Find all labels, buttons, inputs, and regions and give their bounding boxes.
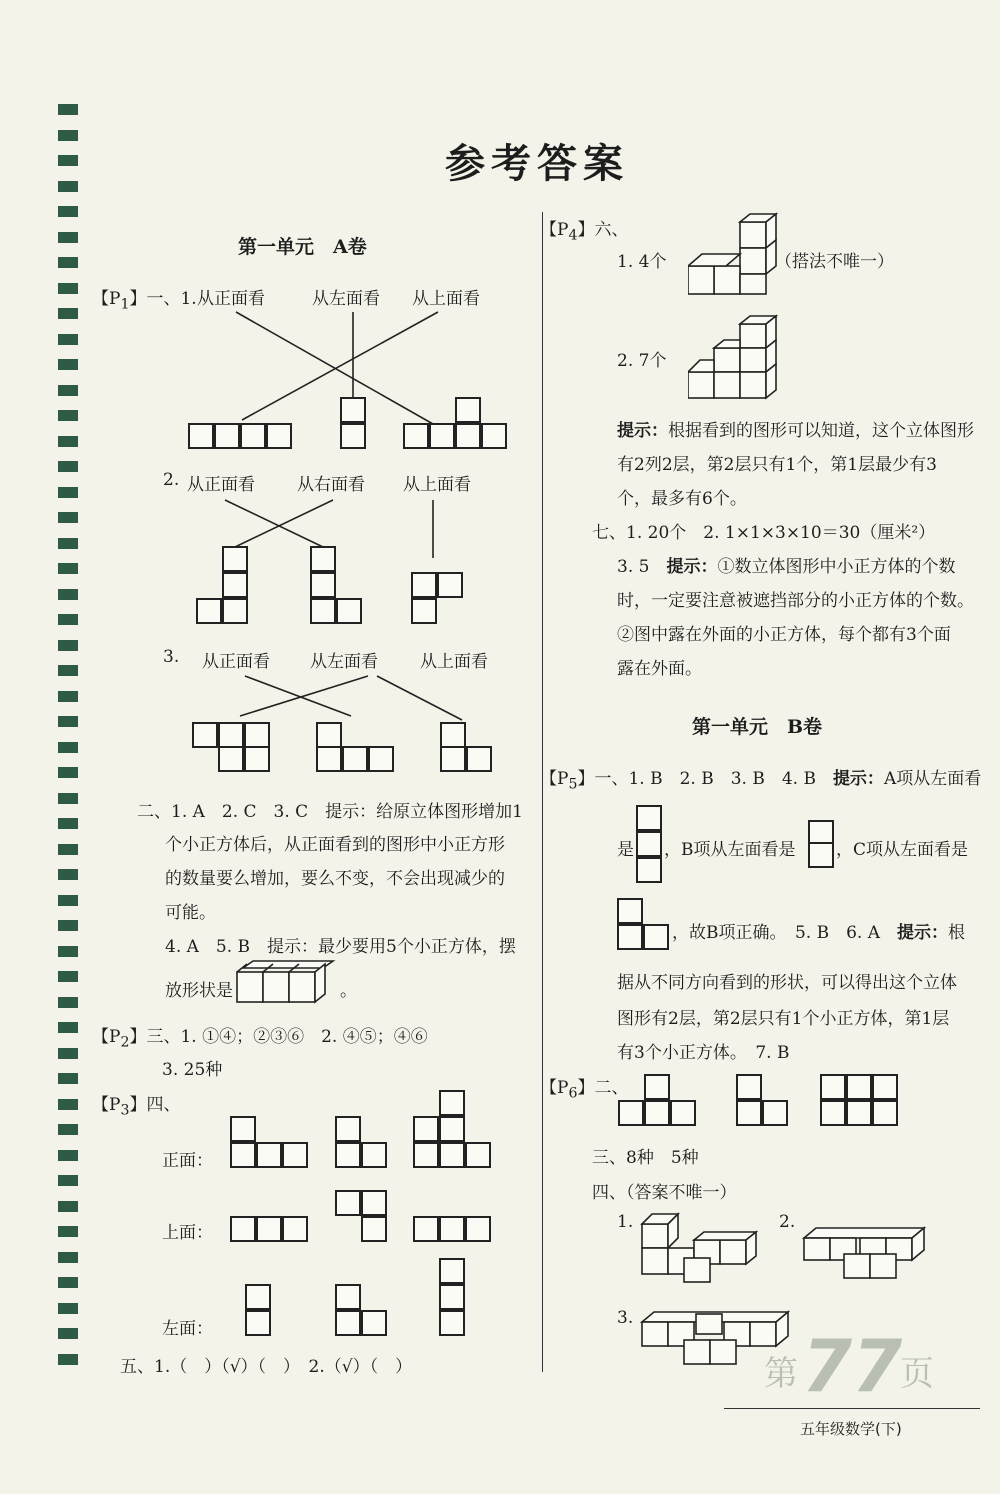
er-line-6b: 。 — [340, 981, 357, 1001]
er-line-4: 可能。 — [165, 903, 216, 923]
section-b-heading: 第一单元 B卷 — [692, 716, 823, 738]
footer-rule — [724, 1408, 980, 1409]
qi-line5: ②图中露在外面的小正方体，每个都有3个面 — [617, 625, 951, 645]
si-line: 四、（答案不唯一） — [592, 1183, 737, 1203]
b-line2c: ，C项从左面看是 — [836, 840, 969, 860]
si2-cube-figure — [800, 1218, 940, 1288]
b-line2b: ，B项从左面看是 — [664, 840, 796, 860]
grade-label: 五年级数学(下) — [800, 1420, 902, 1438]
q2-label: 2. — [163, 470, 180, 490]
p1-label: 【$P_1$】一、1. — [92, 289, 197, 313]
q1-view-front: 从正面看 — [197, 289, 265, 309]
si1-cube-figure — [638, 1206, 768, 1286]
q1-view-left: 从左面看 — [312, 289, 380, 309]
er-line-2: 个小正方体后，从正面看到的图形中小正方形 — [165, 835, 505, 855]
p5-line: 【$P_5$】一、1. B 2. B 3. B 4. B 提示：A项从左面看 — [540, 769, 982, 793]
liu1-cube-figure — [688, 210, 788, 300]
er-line-1: 二、1. A 2. C 3. C 提示：给原立体图形增加1 — [137, 802, 523, 822]
cube-arrangement-figure — [233, 958, 343, 1006]
wu-line: 五、1.（ ）（√）（ ） 2.（√）（ ） — [120, 1357, 413, 1377]
liu-2: 2. 7个 — [617, 351, 667, 371]
b-line2a: 是 — [617, 840, 634, 860]
si-3-label: 3. — [617, 1308, 634, 1328]
liu1-note: （搭法不唯一） — [775, 252, 894, 272]
top-view-label: 上面： — [162, 1223, 213, 1243]
si-1-label: 1. — [617, 1212, 634, 1232]
liu-1: 1. 4个 — [617, 252, 667, 272]
page-number: 77 — [802, 1324, 903, 1408]
er-line-5: 4. A 5. B 提示：最少要用5个小正方体，摆 — [165, 937, 516, 957]
q2-view-front: 从正面看 — [187, 475, 255, 495]
tip1-line3: 个，最多有6个。 — [617, 489, 747, 509]
p3-line: 【$P_3$】四、 — [92, 1095, 181, 1119]
page-title: 参考答案 — [445, 140, 629, 187]
left-view-label: 左面： — [162, 1319, 213, 1339]
qi-line6: 露在外面。 — [617, 659, 702, 679]
b-line6: 有3个小正方体。 7. B — [617, 1043, 790, 1063]
q3-view-front: 从正面看 — [202, 652, 270, 672]
san-3: 3. 25种 — [162, 1060, 223, 1080]
page-prefix: 第 — [764, 1354, 798, 1394]
p4-line: 【$P_4$】六、 — [540, 220, 629, 244]
b-line5: 图形有2层，第2层只有1个小正方体，第1层 — [617, 1009, 950, 1029]
q2-view-top: 从上面看 — [403, 475, 471, 495]
liu2-cube-figure — [688, 310, 788, 402]
qi-line4: 时，一定要注意被遮挡部分的小正方体的个数。 — [617, 591, 974, 611]
tip1-line1: 提示：根据看到的图形可以知道，这个立体图形 — [617, 421, 974, 441]
section-a-heading: 第一单元 A卷 — [238, 236, 367, 258]
front-view-label: 正面： — [162, 1151, 213, 1171]
q3-label: 3. — [163, 647, 180, 667]
page-suffix: 页 — [900, 1354, 934, 1394]
q3-view-left: 从左面看 — [310, 652, 378, 672]
er-line-6a: 放形状是 — [165, 981, 233, 1001]
si-2-label: 2. — [779, 1212, 796, 1232]
tip1-line2: 有2列2层，第2层只有1个，第1层最少有3 — [617, 455, 937, 475]
q3-view-top: 从上面看 — [420, 652, 488, 672]
q1-view-top: 从上面看 — [412, 289, 480, 309]
p6-line: 【$P_6$】二、 — [540, 1078, 629, 1102]
san-line: 三、8种 5种 — [592, 1148, 699, 1168]
p2-line: 【$P_2$】三、1. ①④；②③⑥ 2. ④⑤；④⑥ — [92, 1027, 428, 1051]
b-line3: ，故B项正确。 5. B 6. A 提示：根 — [672, 923, 966, 943]
qi-line3: 3. 5 提示：①数立体图形中小正方体的个数 — [617, 557, 956, 577]
er-line-3: 的数量要么增加，要么不变，不会出现减少的 — [165, 869, 505, 889]
b-line4: 据从不同方向看到的形状，可以得出这个立体 — [617, 973, 957, 993]
qi-line1: 七、1. 20个 2. 1×1×3×10＝30（厘米²） — [592, 523, 936, 543]
q2-view-right: 从右面看 — [297, 475, 365, 495]
